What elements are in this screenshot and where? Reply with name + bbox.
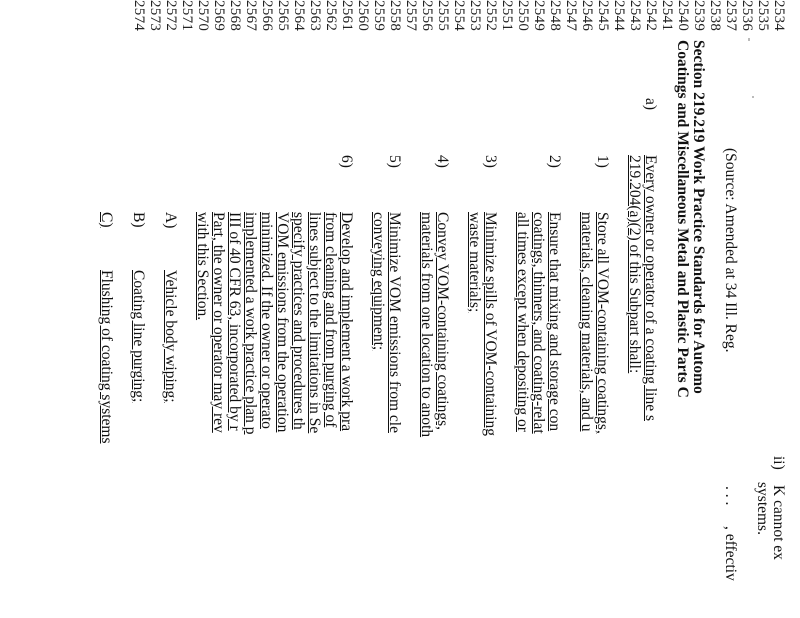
line-number: 2537 [723,0,739,32]
line-number: 2556 [419,0,435,32]
line-text: III of 40 CFR 63, incorporated by r [226,212,243,431]
line-text: from cleaning and from purging of [322,212,339,428]
line-number: 2568 [227,0,243,32]
line-text: Develop and implement a work pra [338,212,355,432]
line-number: 2550 [515,0,531,32]
line-text: Vehicle body wiping; [162,270,179,403]
line-2562 [322,0,339,618]
line-number: 2538 [707,0,723,32]
line-text: Ensure that mixing and storage con [546,212,563,432]
line-text: all times except when depositing or [514,212,531,432]
line-number: 2562 [323,0,339,32]
line-2542 [642,0,659,618]
line-text: conveying equipment; [370,212,387,351]
line-text: Minimize spills of VOM-containing [482,212,499,437]
line-2546 [578,0,595,618]
line-number: 2534 [771,0,787,32]
line-2570 [194,0,211,618]
line-text: materials, cleaning materials, and u [578,212,595,432]
line-number: 2536 [739,0,755,32]
line-2559 [370,0,387,618]
line-text: coatings, thinners, and coating-relat [530,212,547,434]
line-text: 219.204(a)(2) of this Subpart shall: [626,155,643,374]
line-2574 [98,0,115,618]
line-number: 2545 [595,0,611,32]
line-number: 2560 [355,0,371,32]
line-2565 [274,0,291,618]
line-2566 [258,0,275,618]
line-number: 2539 [691,0,707,32]
line-text: Convey VOM-containing coatings, [434,212,451,430]
line-number: 2535 [755,0,771,32]
line-number: 2558 [387,0,403,32]
line-2543 [626,0,643,618]
line-text: lines subject to the limitations in Se [306,212,323,434]
line-number: 2549 [531,0,547,32]
item-label: a) [642,98,659,111]
line-number: 2551 [499,0,515,32]
source-dots: . . . [722,486,739,506]
line-2569 [210,0,227,618]
line-number: 2566 [259,0,275,32]
line-2552 [482,0,499,618]
item-label: 1) [594,155,611,168]
line-text: Every owner or operator of a coating line s [642,155,659,421]
line-number: 2555 [435,0,451,32]
line-2539 [690,0,707,618]
line-2553 [466,0,483,618]
line-text: systems. [754,482,771,535]
line-2568 [226,0,243,618]
line-number: 2571 [179,0,195,32]
line-number: 2561 [339,0,355,32]
line-number: 2565 [275,0,291,32]
line-number: 2567 [243,0,259,32]
line-text: waste materials; [466,212,483,313]
line-number: 2548 [547,0,563,32]
line-number: 2573 [147,0,163,32]
section-heading: Section 219.219 Work Practice Standards for Automo [690,40,707,394]
line-text: Flushing of coating systems [98,270,115,444]
line-2556 [418,0,435,618]
line-2563 [306,0,323,618]
line-number: 2554 [451,0,467,32]
line-number: 2553 [467,0,483,32]
line-2561 [338,0,355,618]
line-2564 [290,0,307,618]
item-label: C) [98,212,115,228]
item-label: 3) [482,155,499,168]
line-number: 2547 [563,0,579,32]
line-text: with this Section. [194,212,211,321]
line-text: Part, the owner or operator may rev [210,212,227,433]
line-text: K cannot ex [770,485,787,560]
line-2540 [674,0,691,618]
line-text: VOM emissions from the operation [274,212,291,433]
line-text: specify practices and procedures th [290,212,307,430]
line-number: 2574 [131,0,147,32]
line-number: 2540 [675,0,691,32]
line-text: implemented a work practice plan p [242,212,259,435]
line-2573 [130,0,147,618]
line-2537 [722,0,739,618]
source-effective: , effectiv [722,526,739,581]
line-number: 2546 [579,0,595,32]
item-label: A) [162,212,179,229]
line-2545 [594,0,611,618]
item-label: 6) [338,155,355,168]
line-2572 [162,0,179,618]
item-label: 5) [386,155,403,168]
line-text: materials from one location to anoth [418,212,435,438]
item-label: B) [130,212,147,228]
line-2535 [754,0,771,618]
item-label: 4) [434,155,451,168]
line-2549 [530,0,547,618]
item-label: ii) [770,456,787,470]
line-text: minimized. If the owner or operato [258,212,275,429]
line-2534 [770,0,787,618]
line-number: 2559 [371,0,387,32]
line-2550 [514,0,531,618]
line-2548 [546,0,563,618]
line-2555 [434,0,451,618]
line-number: 2542 [643,0,659,32]
line-number: 2572 [163,0,179,32]
line-number: 2569 [211,0,227,32]
line-2567 [242,0,259,618]
section-heading-cont: Coatings and Miscellaneous Metal and Plastic Parts C [674,40,691,398]
line-number: 2543 [627,0,643,32]
line-text: Coating line purging; [130,270,147,403]
line-number: 2544 [611,0,627,32]
line-text: Minimize VOM emissions from cle [386,212,403,433]
line-number: 2541 [659,0,675,32]
item-label: 2) [546,155,563,168]
line-number: 2563 [307,0,323,32]
line-number: 2564 [291,0,307,32]
line-text: Store all VOM-containing coatings, [594,212,611,434]
line-number: 2570 [195,0,211,32]
source-note: (Source: Amended at 34 Ill. Reg. [722,148,739,353]
line-number: 2557 [403,0,419,32]
line-number: 2552 [483,0,499,32]
line-2558 [386,0,403,618]
